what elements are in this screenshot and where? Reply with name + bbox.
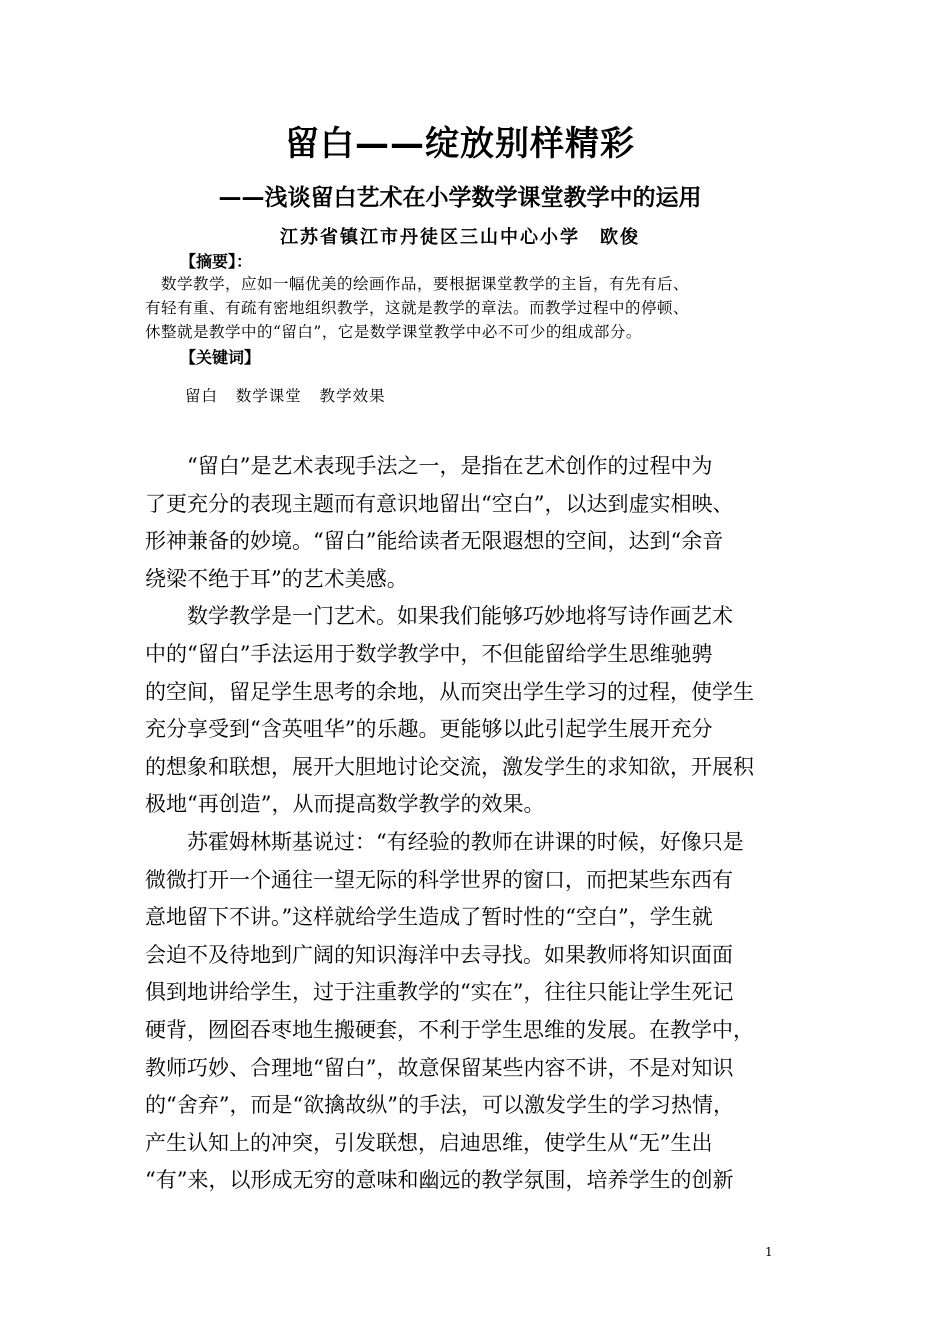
body-line: 的想象和联想，展开大胆地讨论交流，激发学生的求知欲，开展积 <box>145 754 754 779</box>
body-line: 俱到地讲给学生，过于注重教学的“实在”，往往只能让学生死记 <box>145 980 734 1005</box>
abstract-text <box>145 272 795 344</box>
body-text <box>145 448 785 1200</box>
page-number: 1 <box>765 1245 773 1259</box>
body-line: 数学教学是一门艺术。如果我们能够巧妙地将写诗作画艺术 <box>145 604 733 629</box>
page-title: 留白——绽放别样精彩 <box>285 124 635 164</box>
keywords-label: 【关键词】 <box>180 348 261 367</box>
body-line: 意地留下不讲。”这样就给学生造成了暂时性的“空白”，学生就 <box>145 905 713 930</box>
body-line: 硬背，囫囵吞枣地生搬硬套，不利于学生思维的发展。在教学中， <box>145 1017 754 1042</box>
body-line: 教师巧妙、合理地“留白”，故意保留某些内容不讲，不是对知识 <box>145 1055 734 1080</box>
abstract-line: 数学教学，应如一幅优美的绘画作品，要根据课堂教学的主旨，有先有后、 <box>145 275 690 293</box>
body-line: 苏霍姆林斯基说过：“有经验的教师在讲课的时候，好像只是 <box>145 829 744 854</box>
author-line: 江苏省镇江市丹徒区三山中心小学 欧俊 <box>280 227 640 248</box>
body-line: “留白”是艺术表现手法之一，是指在艺术创作的过程中为 <box>145 454 713 478</box>
body-line: 的空间，留足学生思考的余地，从而突出学生学习的过程，使学生 <box>145 679 754 704</box>
body-line: 产生认知上的冲突，引发联想，启迪思维，使学生从“无”生出 <box>145 1130 713 1155</box>
body-line: 形神兼备的妙境。“留白”能给读者无限遐想的空间，达到“余音 <box>145 529 724 554</box>
abstract-label: 【摘要】： <box>180 252 253 271</box>
body-line: 中的“留白”手法运用于数学教学中，不但能留给学生思维驰骋 <box>145 641 713 666</box>
body-line: 了更充分的表现主题而有意识地留出“空白”，以达到虚实相映、 <box>145 491 734 516</box>
page-subtitle: ——浅谈留白艺术在小学数学课堂教学中的运用 <box>218 185 702 211</box>
abstract-line: 休整就是教学中的“留白”，它是数学课堂教学中必不可少的组成部分。 <box>145 323 642 341</box>
body-line: 微微打开一个通往一望无际的科学世界的窗口，而把某些东西有 <box>145 867 733 892</box>
body-line: “有”来，以形成无穷的意味和幽远的教学氛围，培养学生的创新 <box>145 1168 734 1193</box>
keywords-text: 留白 数学课堂 教学效果 <box>185 387 386 405</box>
body-line: 充分享受到“含英咀华”的乐趣。更能够以此引起学生展开充分 <box>145 717 713 742</box>
body-line: 会迫不及待地到广阔的知识海洋中去寻找。如果教师将知识面面 <box>145 942 733 967</box>
body-line: 极地“再创造”，从而提高数学教学的效果。 <box>145 792 545 817</box>
body-line: 的“舍弃”，而是“欲擒故纵”的手法，可以激发学生的学习热情， <box>145 1093 734 1118</box>
body-line: 绕梁不绝于耳”的艺术美感。 <box>145 566 408 591</box>
abstract-line: 有轻有重、有疏有密地组织教学，这就是教学的章法。而教学过程中的停顿、 <box>145 299 690 317</box>
